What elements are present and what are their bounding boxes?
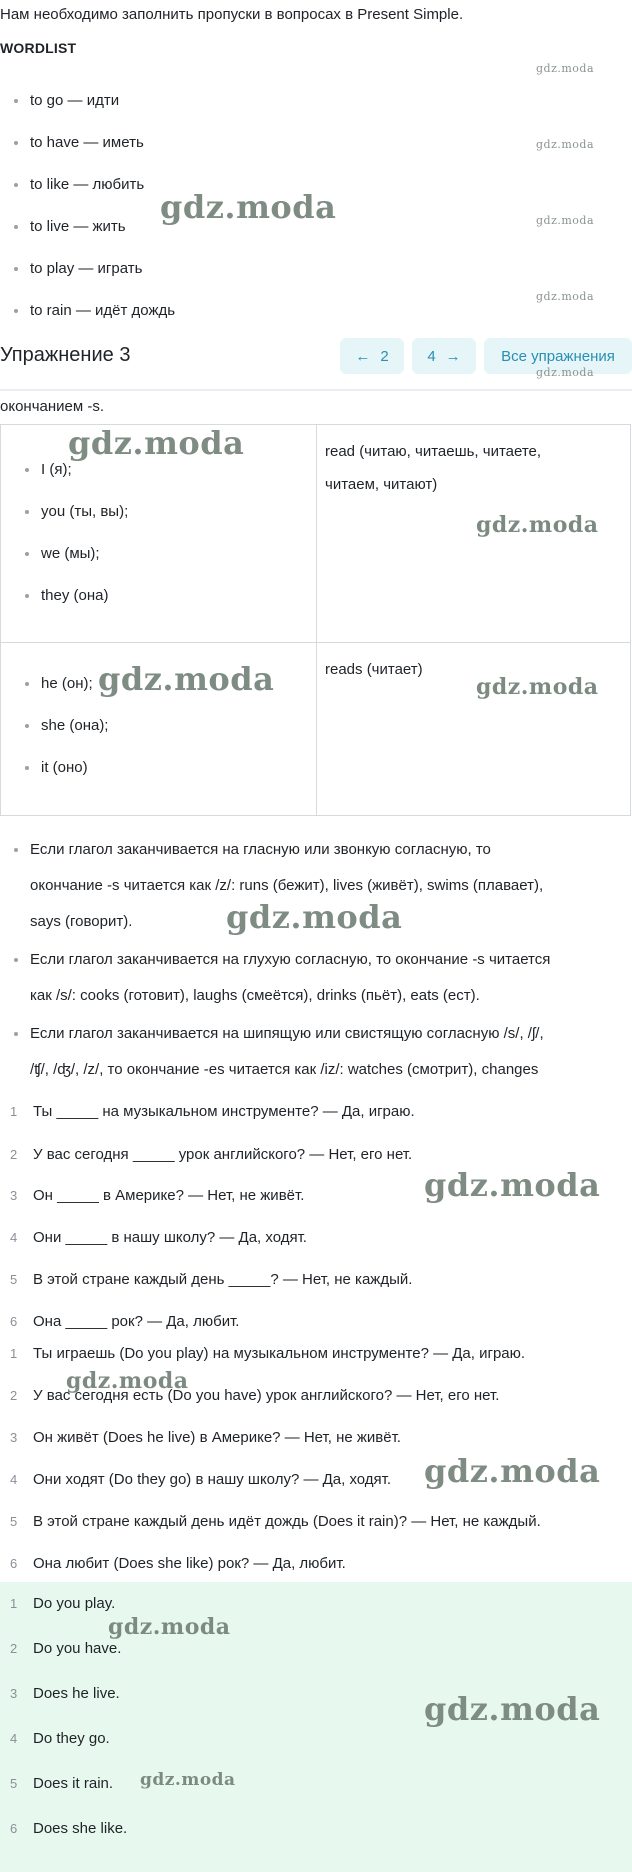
prev-exercise-button[interactable]: ← 2 bbox=[340, 338, 404, 374]
translation-text: У вас сегодня есть (Do you have) урок английского? — Нет, его нет. bbox=[33, 1387, 500, 1404]
all-exercises-button[interactable]: Все упражнения bbox=[484, 338, 632, 374]
pronoun-item: it (оно) bbox=[25, 759, 88, 776]
wordlist-item: to play — играть bbox=[14, 260, 142, 277]
pronoun-item: I (я); bbox=[25, 461, 72, 478]
watermark: gdz.moda bbox=[66, 1368, 189, 1394]
pronoun-item: he (он); bbox=[25, 675, 93, 692]
question-text: Она _____ рок? — Да, любит. bbox=[33, 1313, 240, 1330]
answer-number: 3 bbox=[10, 1686, 18, 1701]
answer-number: 2 bbox=[10, 1641, 18, 1656]
pronoun-item: you (ты, вы); bbox=[25, 503, 128, 520]
answer-number: 6 bbox=[10, 1821, 18, 1836]
watermark: gdz.moda bbox=[536, 290, 595, 303]
translation-text: Он живёт (Does he live) в Америке? — Нет, не живёт. bbox=[33, 1429, 401, 1446]
translation-number: 3 bbox=[10, 1430, 18, 1445]
rule-item: Если глагол заканчивается на шипящую или свистящую согласную /s/, /ʃ/, /ʧ/, /ʤ/, /z/, то окончание -es читается как /iz/: watches (смотрит), changes bbox=[14, 1016, 624, 1078]
watermark: gdz.moda bbox=[476, 512, 599, 538]
answer-number: 4 bbox=[10, 1731, 18, 1746]
translation-number: 2 bbox=[10, 1388, 18, 1403]
question-number: 5 bbox=[10, 1272, 18, 1287]
watermark: gdz.moda bbox=[226, 898, 403, 936]
translation-number: 5 bbox=[10, 1514, 18, 1529]
question-text: У вас сегодня _____ урок английского? — Нет, его нет. bbox=[33, 1146, 413, 1163]
answer-text: Does it rain. bbox=[33, 1775, 114, 1792]
wordlist-item: to like — любить bbox=[14, 176, 144, 193]
wordlist-item: to live — жить bbox=[14, 218, 126, 235]
watermark: gdz.moda bbox=[424, 1166, 601, 1204]
answer-text: Do they go. bbox=[33, 1730, 110, 1747]
translation-text: В этой стране каждый день идёт дождь (Does it rain)? — Нет, не каждый. bbox=[33, 1513, 541, 1530]
question-text: Ты _____ на музыкальном инструменте? — Да, играю. bbox=[33, 1103, 415, 1120]
translation-text: Они ходят (Do they go) в нашу школу? — Да, ходят. bbox=[33, 1471, 392, 1488]
watermark: gdz.moda bbox=[160, 188, 337, 226]
wordlist-item: to go — идти bbox=[14, 92, 119, 109]
verb-form: read (читаю, читаешь, читаете, читаем, читают) bbox=[325, 443, 542, 493]
question-number: 4 bbox=[10, 1230, 18, 1245]
answer-text: Do you have. bbox=[33, 1640, 122, 1657]
question-number: 6 bbox=[10, 1314, 18, 1329]
answer-text: Does she like. bbox=[33, 1820, 128, 1837]
wordlist-item: to have — иметь bbox=[14, 134, 144, 151]
answer-number: 5 bbox=[10, 1776, 18, 1791]
arrow-right-icon: → bbox=[445, 347, 461, 365]
pronoun-item: we (мы); bbox=[25, 545, 100, 562]
question-text: Они _____ в нашу школу? — Да, ходят. bbox=[33, 1229, 307, 1246]
answer-text: Does he live. bbox=[33, 1685, 120, 1702]
arrow-left-icon: ← bbox=[355, 347, 371, 365]
verb-form: reads (читает) bbox=[325, 661, 423, 678]
watermark: gdz.moda bbox=[476, 674, 599, 700]
wordlist-title: WORDLIST bbox=[0, 40, 77, 56]
answer-number: 1 bbox=[10, 1596, 18, 1611]
conjugation-table bbox=[0, 424, 631, 816]
translation-text: Ты играешь (Do you play) на музыкальном инструменте? — Да, играю. bbox=[33, 1345, 526, 1362]
next-exercise-button[interactable]: 4 → bbox=[412, 338, 476, 374]
translation-number: 4 bbox=[10, 1472, 18, 1487]
rule-item: Если глагол заканчивается на гласную или звонкую согласную, то окончание -s читается как /z/: runs (бежит), lives (живёт), swims (плавает), says (говорит). bbox=[14, 832, 624, 940]
question-text: В этой стране каждый день _____? — Нет, не каждый. bbox=[33, 1271, 413, 1288]
wordlist-item: to rain — идёт дождь bbox=[14, 302, 175, 319]
watermark: gdz.moda bbox=[140, 1770, 236, 1790]
watermark: gdz.moda bbox=[424, 1452, 601, 1490]
watermark: gdz.moda bbox=[536, 366, 595, 379]
translation-number: 6 bbox=[10, 1556, 18, 1571]
rule-item: Если глагол заканчивается на глухую согласную, то окончание -s читается как /s/: cooks (готовит), laughs (смеётся), drinks (пьёт), eats (ест). bbox=[14, 942, 624, 1014]
watermark: gdz.moda bbox=[536, 138, 595, 151]
answer-text: Do you play. bbox=[33, 1595, 116, 1612]
translation-number: 1 bbox=[10, 1346, 18, 1361]
question-number: 1 bbox=[10, 1104, 18, 1119]
watermark: gdz.moda bbox=[536, 62, 595, 75]
question-text: Он _____ в Америке? — Нет, не живёт. bbox=[33, 1187, 305, 1204]
pronoun-item: they (она) bbox=[25, 587, 108, 604]
translation-text: Она любит (Does she like) рок? — Да, любит. bbox=[33, 1555, 346, 1572]
watermark: gdz.moda bbox=[536, 214, 595, 227]
intro-text: Нам необходимо заполнить пропуски в вопросах в Present Simple. bbox=[0, 6, 464, 23]
ending-note: окончанием -s. bbox=[0, 398, 105, 415]
question-number: 2 bbox=[10, 1147, 18, 1162]
watermark: gdz.moda bbox=[424, 1690, 601, 1728]
exercise-title: Упражнение 3 bbox=[0, 344, 131, 366]
watermark: gdz.moda bbox=[68, 424, 245, 462]
watermark: gdz.moda bbox=[98, 660, 275, 698]
question-number: 3 bbox=[10, 1188, 18, 1203]
pronoun-item: she (она); bbox=[25, 717, 108, 734]
divider bbox=[0, 389, 632, 391]
watermark: gdz.moda bbox=[108, 1614, 231, 1640]
